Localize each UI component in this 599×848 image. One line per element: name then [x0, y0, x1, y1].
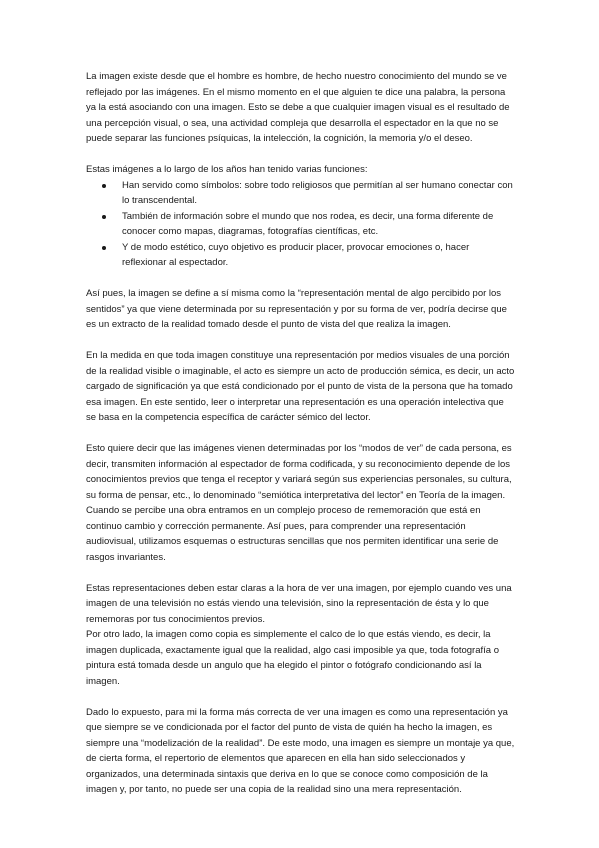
- list-item: [122, 240, 516, 271]
- bullet-icon: [102, 184, 106, 188]
- bullet-icon: [102, 215, 106, 219]
- bullet-icon: [102, 246, 106, 250]
- list-item-text: Han servido como símbolos: sobre todo religiosos que permitían al ser humano conectar con lo transcendental.: [122, 179, 513, 206]
- paragraph-definition: Así pues, la imagen se define a sí misma como la “representación mental de algo percibido por los sentidos” ya que viene determinada por su representación y por su forma de ver, podría decirse que es un extracto de la realidad tomado desde el punto de vista del que realiza la imagen.: [86, 288, 507, 330]
- list-item-text: También de información sobre el mundo que nos rodea, es decir, una forma diferente de conocer como mapas, diagramas, fotografías científicas, etc.: [122, 210, 494, 237]
- list-item: [122, 209, 516, 240]
- functions-list: [86, 178, 516, 271]
- paragraph-representation-example: Estas representaciones deben estar claras a la hora de ver una imagen, por ejemplo cuando ves una imagen de una televisión no estás viendo una televisión, sino la representación de ésta y lo que rememoras por tus conocimientos previos.: [86, 582, 512, 625]
- paragraph-functions-intro: Estas imágenes a lo largo de los años han tenido varias funciones:: [86, 164, 368, 175]
- paragraph-intro: La imagen existe desde que el hombre es hombre, de hecho nuestro conocimiento del mundo se ve reflejado por las imágenes. En el mismo momento en el que alguien te dice una palabra, la persona ya la está asociando con una imagen. Esto se debe a que cualquier imagen visual es el resultado de una percepción visual, o sea, una actividad compleja que desarrolla el espectador en la que no se puede separar las funciones psíquicas, la intelección, la cognición, la memoria y/o el deseo.: [86, 71, 510, 144]
- paragraph-modes-of-seeing: Esto quiere decir que las imágenes vienen determinadas por los “modos de ver” de cada persona, es decir, transmiten información al espectador de forma codificada, y su reconocimiento depende de los conocimientos previos que tenga el receptor y variará según sus experiencias personales, su cultura, su forma de pensar, etc., lo denominado “semiótica interpretativa del lector” en Teoría de la imagen. Cuando se percibe una obra entramos en un complejo proceso de rememoración que está en continuo cambio y corrección permanente. Así pues, para comprender una representación audiovisual, utilizamos esquemas o estructuras sencillas que nos permiten identificar una serie de rasgos invariantes.: [86, 443, 512, 563]
- paragraph-semic-production: En la medida en que toda imagen constituye una representación por medios visuales de una porción de la realidad visible o imaginable, el acto es siempre un acto de producción sémica, es decir, un acto cargado de significación ya que está condicionado por el punto de vista de la persona que ha tomado esa imagen. En este sentido, leer o interpretar una representación es una operación intelectiva que se basa en la competencia específica de carácter sémico del lector.: [86, 350, 515, 423]
- paragraph-conclusion: Dado lo expuesto, para mi la forma más correcta de ver una imagen es como una representación ya que siempre se ve condicionada por el factor del punto de vista de quién ha hecho la imagen, es siempre una “modelización de la realidad”. De este modo, una imagen es siempre un montaje ya que, de cierta forma, el repertorio de elementos que aparecen en ella han sido seleccionados y organizados, una determinada sintaxis que deriva en lo que se conoce como composición de la imagen y, por tanto, no puede ser una copia de la realidad sino una mera representación.: [86, 706, 515, 795]
- document-body: [86, 69, 516, 813]
- paragraph-image-as-copy: Por otro lado, la imagen como copia es simplemente el calco de lo que estás viendo, es decir, la imagen duplicada, exactamente igual que la realidad, algo casi imposible ya que, toda fotografía o pintura está tomada desde un angulo que ha elegido el pintor o fotógrafo condicionando así la imagen.: [86, 629, 499, 687]
- list-item-text: Y de modo estético, cuyo objetivo es producir placer, provocar emociones o, hacer reflexionar al espectador.: [122, 241, 470, 268]
- list-item: [122, 178, 516, 209]
